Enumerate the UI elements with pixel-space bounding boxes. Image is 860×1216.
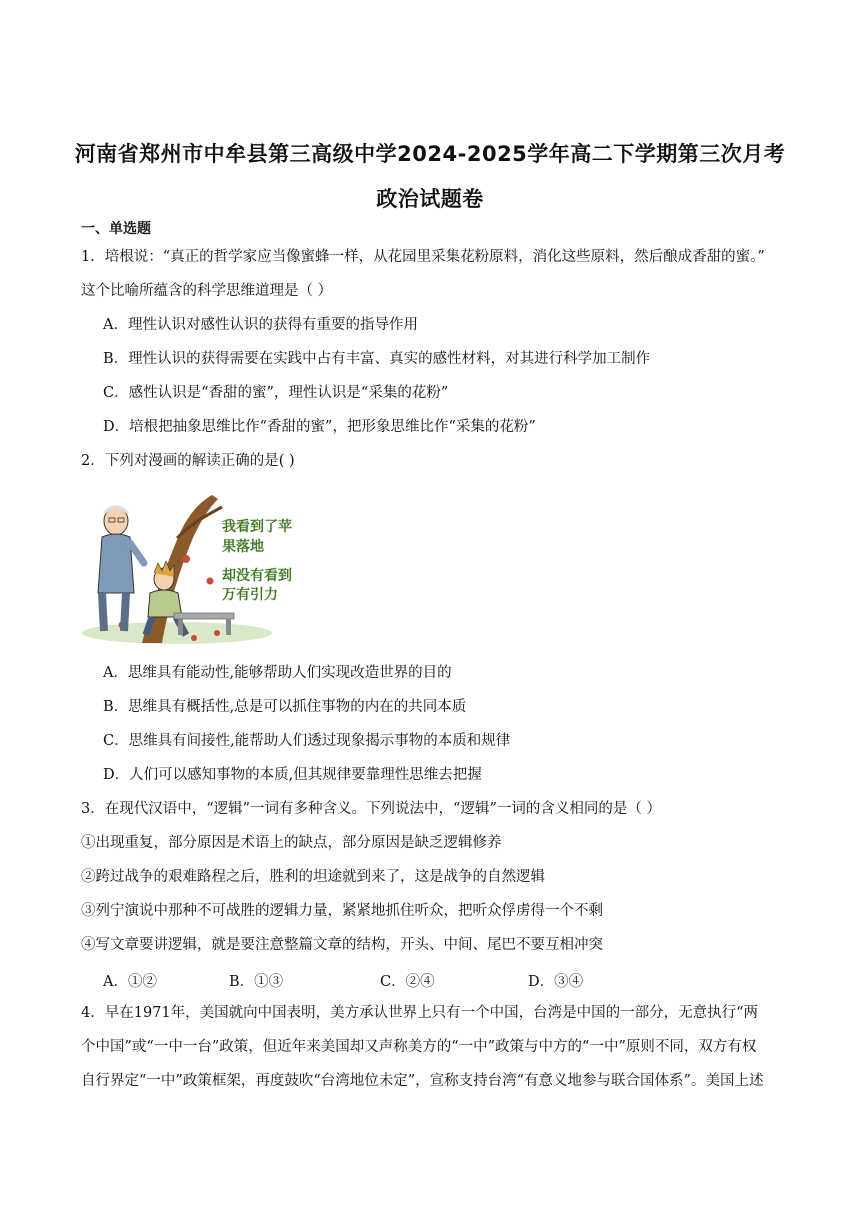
q3-stem: 3．在现代汉语中，“逻辑”一词有多种含义。下列说法中，“逻辑”一词的含义相同的是（ ） [81, 801, 661, 817]
q4-stem-line-1: 4．早在1971年，美国就向中国表明，美方承认世界上只有一个中国，台湾是中国的一部分，无意执行“两 [81, 1005, 759, 1021]
q3-item-2: ②跨过战争的艰难路程之后，胜利的坦途就到来了，这是战争的自然逻辑 [81, 869, 545, 885]
comic-text-4: 万有引力 [222, 587, 278, 603]
section-heading: 一、单选题 [81, 221, 151, 237]
comic-text-3: 却没有看到 [222, 568, 292, 584]
q3-item-4: ④写文章要讲逻辑，就是要注意整篇文章的结构，开头、中间、尾巴不要互相冲突 [81, 937, 603, 953]
q1-option-c: C．感性认识是“香甜的蜜”，理性认识是“采集的花粉” [103, 385, 449, 401]
exam-title-line-2: 政治试题卷 [376, 187, 484, 211]
q1-stem-line-2: 这个比喻所蕴含的科学思维道理是（ ） [81, 283, 333, 299]
q4-stem-line-2: 个中国”或“一中一台”政策，但近年来美国却又声称美方的“一中”政策与中方的“一中”原则不同，双方有权 [81, 1039, 757, 1055]
q3-option-b: B．①③ [229, 974, 284, 990]
q2-option-a: A．思维具有能动性,能够帮助人们实现改造世界的目的 [103, 665, 452, 681]
q3-item-3: ③列宁演说中那种不可战胜的逻辑力量，紧紧地抓住听众，把听众俘虏得一个不剩 [81, 903, 603, 919]
q1-stem-line-1: 1．培根说：“真正的哲学家应当像蜜蜂一样，从花园里采集花粉原料，消化这些原料，然后酿成香甜的蜜。” [81, 249, 765, 265]
q2-option-b: B．思维具有概括性,总是可以抓住事物的内在的共同本质 [103, 699, 467, 715]
q3-option-c: C．②④ [380, 974, 435, 990]
exam-title-line-1: 河南省郑州市中牟县第三高级中学2024-2025学年高二下学期第三次月考 [74, 142, 786, 166]
q3-item-1: ①出现重复，部分原因是术语上的缺点，部分原因是缺乏逻辑修养 [81, 835, 502, 851]
q1-option-a: A．理性认识对感性认识的获得有重要的指导作用 [103, 317, 418, 333]
q2-stem: 2．下列对漫画的解读正确的是( ) [81, 453, 295, 469]
comic-text-2: 果落地 [222, 539, 264, 555]
q1-option-b: B．理性认识的获得需要在实践中占有丰富、真实的感性材料，对其进行科学加工制作 [103, 351, 651, 367]
q3-option-a: A．①② [103, 974, 157, 990]
comic-image [82, 493, 304, 646]
q1-option-d: D．培根把抽象思维比作“香甜的蜜”，把形象思维比作“采集的花粉” [103, 419, 536, 435]
comic-text-1: 我看到了苹 [222, 519, 292, 535]
q3-option-d: D．③④ [528, 974, 584, 990]
q2-option-d: D．人们可以感知事物的本质,但其规律要靠理性思维去把握 [103, 767, 482, 783]
q4-stem-line-3: 自行界定“一中”政策框架，再度鼓吹“台湾地位未定”，宣称支持台湾“有意义地参与联合国体系”。美国上述 [81, 1073, 764, 1089]
q2-option-c: C．思维具有间接性,能帮助人们透过现象揭示事物的本质和规律 [103, 733, 511, 749]
